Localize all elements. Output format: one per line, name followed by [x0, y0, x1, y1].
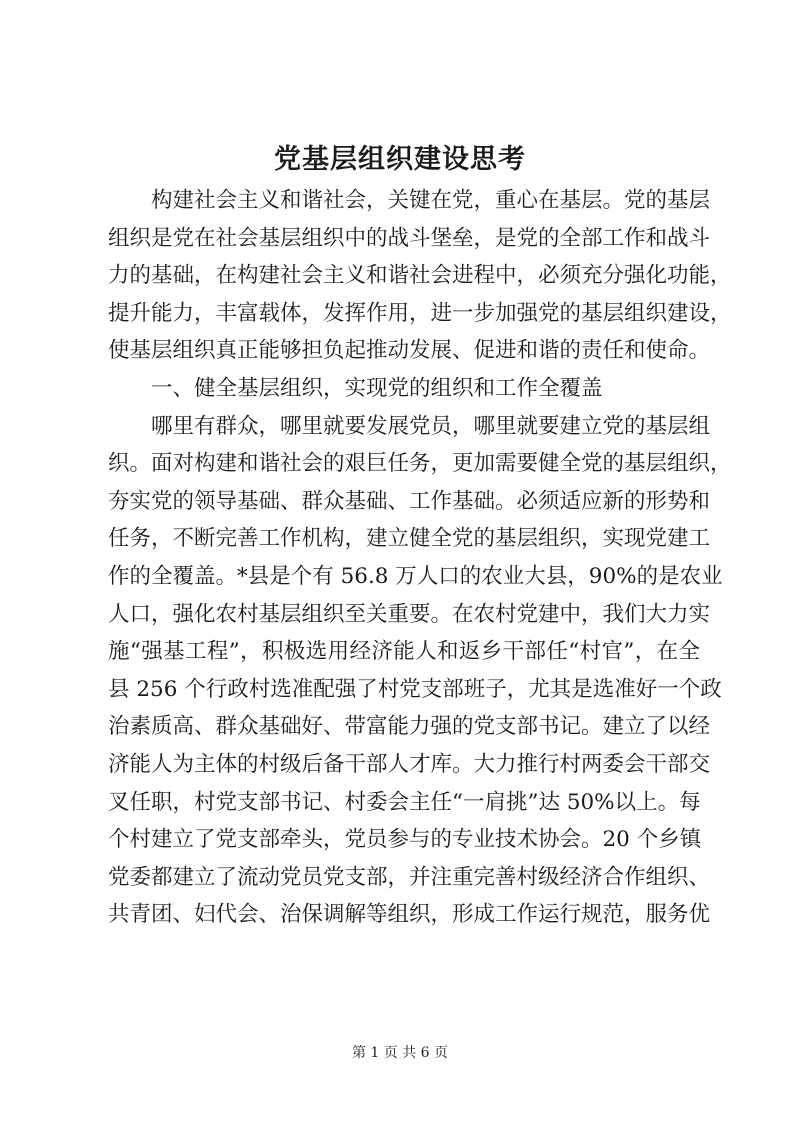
paragraph-2-line-9: 治素质高、群众基础好、带富能力强的党支部书记。建立了以经	[108, 714, 711, 740]
paragraph-2-line-11: 叉任职，村党支部书记、村委会主任“一肩挑”达 50%以上。每	[108, 789, 701, 815]
paragraph-1-line-3: 力的基础，在构建社会主义和谐社会进程中，必须充分强化功能，	[108, 263, 732, 289]
document-body	[108, 182, 732, 934]
page-footer: 第 1 页 共 6 页	[351, 1045, 449, 1061]
paragraph-1-line-1: 构建社会主义和谐社会，关键在党，重心在基层。党的基层	[151, 188, 711, 213]
paragraph-2-line-7: 施“强基工程”，积极选用经济能人和返乡干部任“村官”，在全	[108, 639, 700, 665]
page-title: 党基层组织建设思考	[274, 144, 526, 175]
paragraph-2-line-13: 党委都建立了流动党员党支部，并注重完善村级经济合作组织、	[108, 864, 711, 890]
paragraph-2-line-8: 县 256 个行政村选准配强了村党支部班子，尤其是选准好一个政	[108, 676, 722, 702]
paragraph-1-line-5: 使基层组织真正能够担负起推动发展、促进和谐的责任和使命。	[108, 338, 711, 364]
paragraph-2-line-12: 个村建立了党支部牵头，党员参与的专业技术协会。20 个乡镇	[108, 827, 702, 853]
paragraph-2-line-6: 人口，强化农村基层组织至关重要。在农村党建中，我们大力实	[108, 601, 711, 627]
paragraph-1-line-4: 提升能力，丰富载体，发挥作用，进一步加强党的基层组织建设，	[108, 300, 732, 326]
paragraph-2-line-2: 织。面对构建和谐社会的艰巨任务，更加需要健全党的基层组织，	[108, 451, 732, 477]
paragraph-2-line-1: 哪里有群众，哪里就要发展党员，哪里就要建立党的基层组	[151, 413, 711, 439]
section-heading-1: 一、健全基层组织，实现党的组织和工作全覆盖	[151, 375, 603, 401]
paragraph-2-line-14: 共青团、妇代会、治保调解等组织，形成工作运行规范，服务优	[108, 902, 711, 928]
paragraph-1-line-2: 组织是党在社会基层组织中的战斗堡垒，是党的全部工作和战斗	[108, 225, 711, 251]
paragraph-2-line-10: 济能人为主体的村级后备干部人才库。大力推行村两委会干部交	[108, 751, 711, 777]
paragraph-2-line-5: 作的全覆盖。*县是个有 56.8 万人口的农业大县，90%的是农业	[108, 563, 723, 589]
paragraph-2-line-3: 夯实党的领导基础、群众基础、工作基础。必须适应新的形势和	[108, 488, 711, 514]
paragraph-2-line-4: 任务，不断完善工作机构，建立健全党的基层组织，实现党建工	[108, 526, 711, 552]
